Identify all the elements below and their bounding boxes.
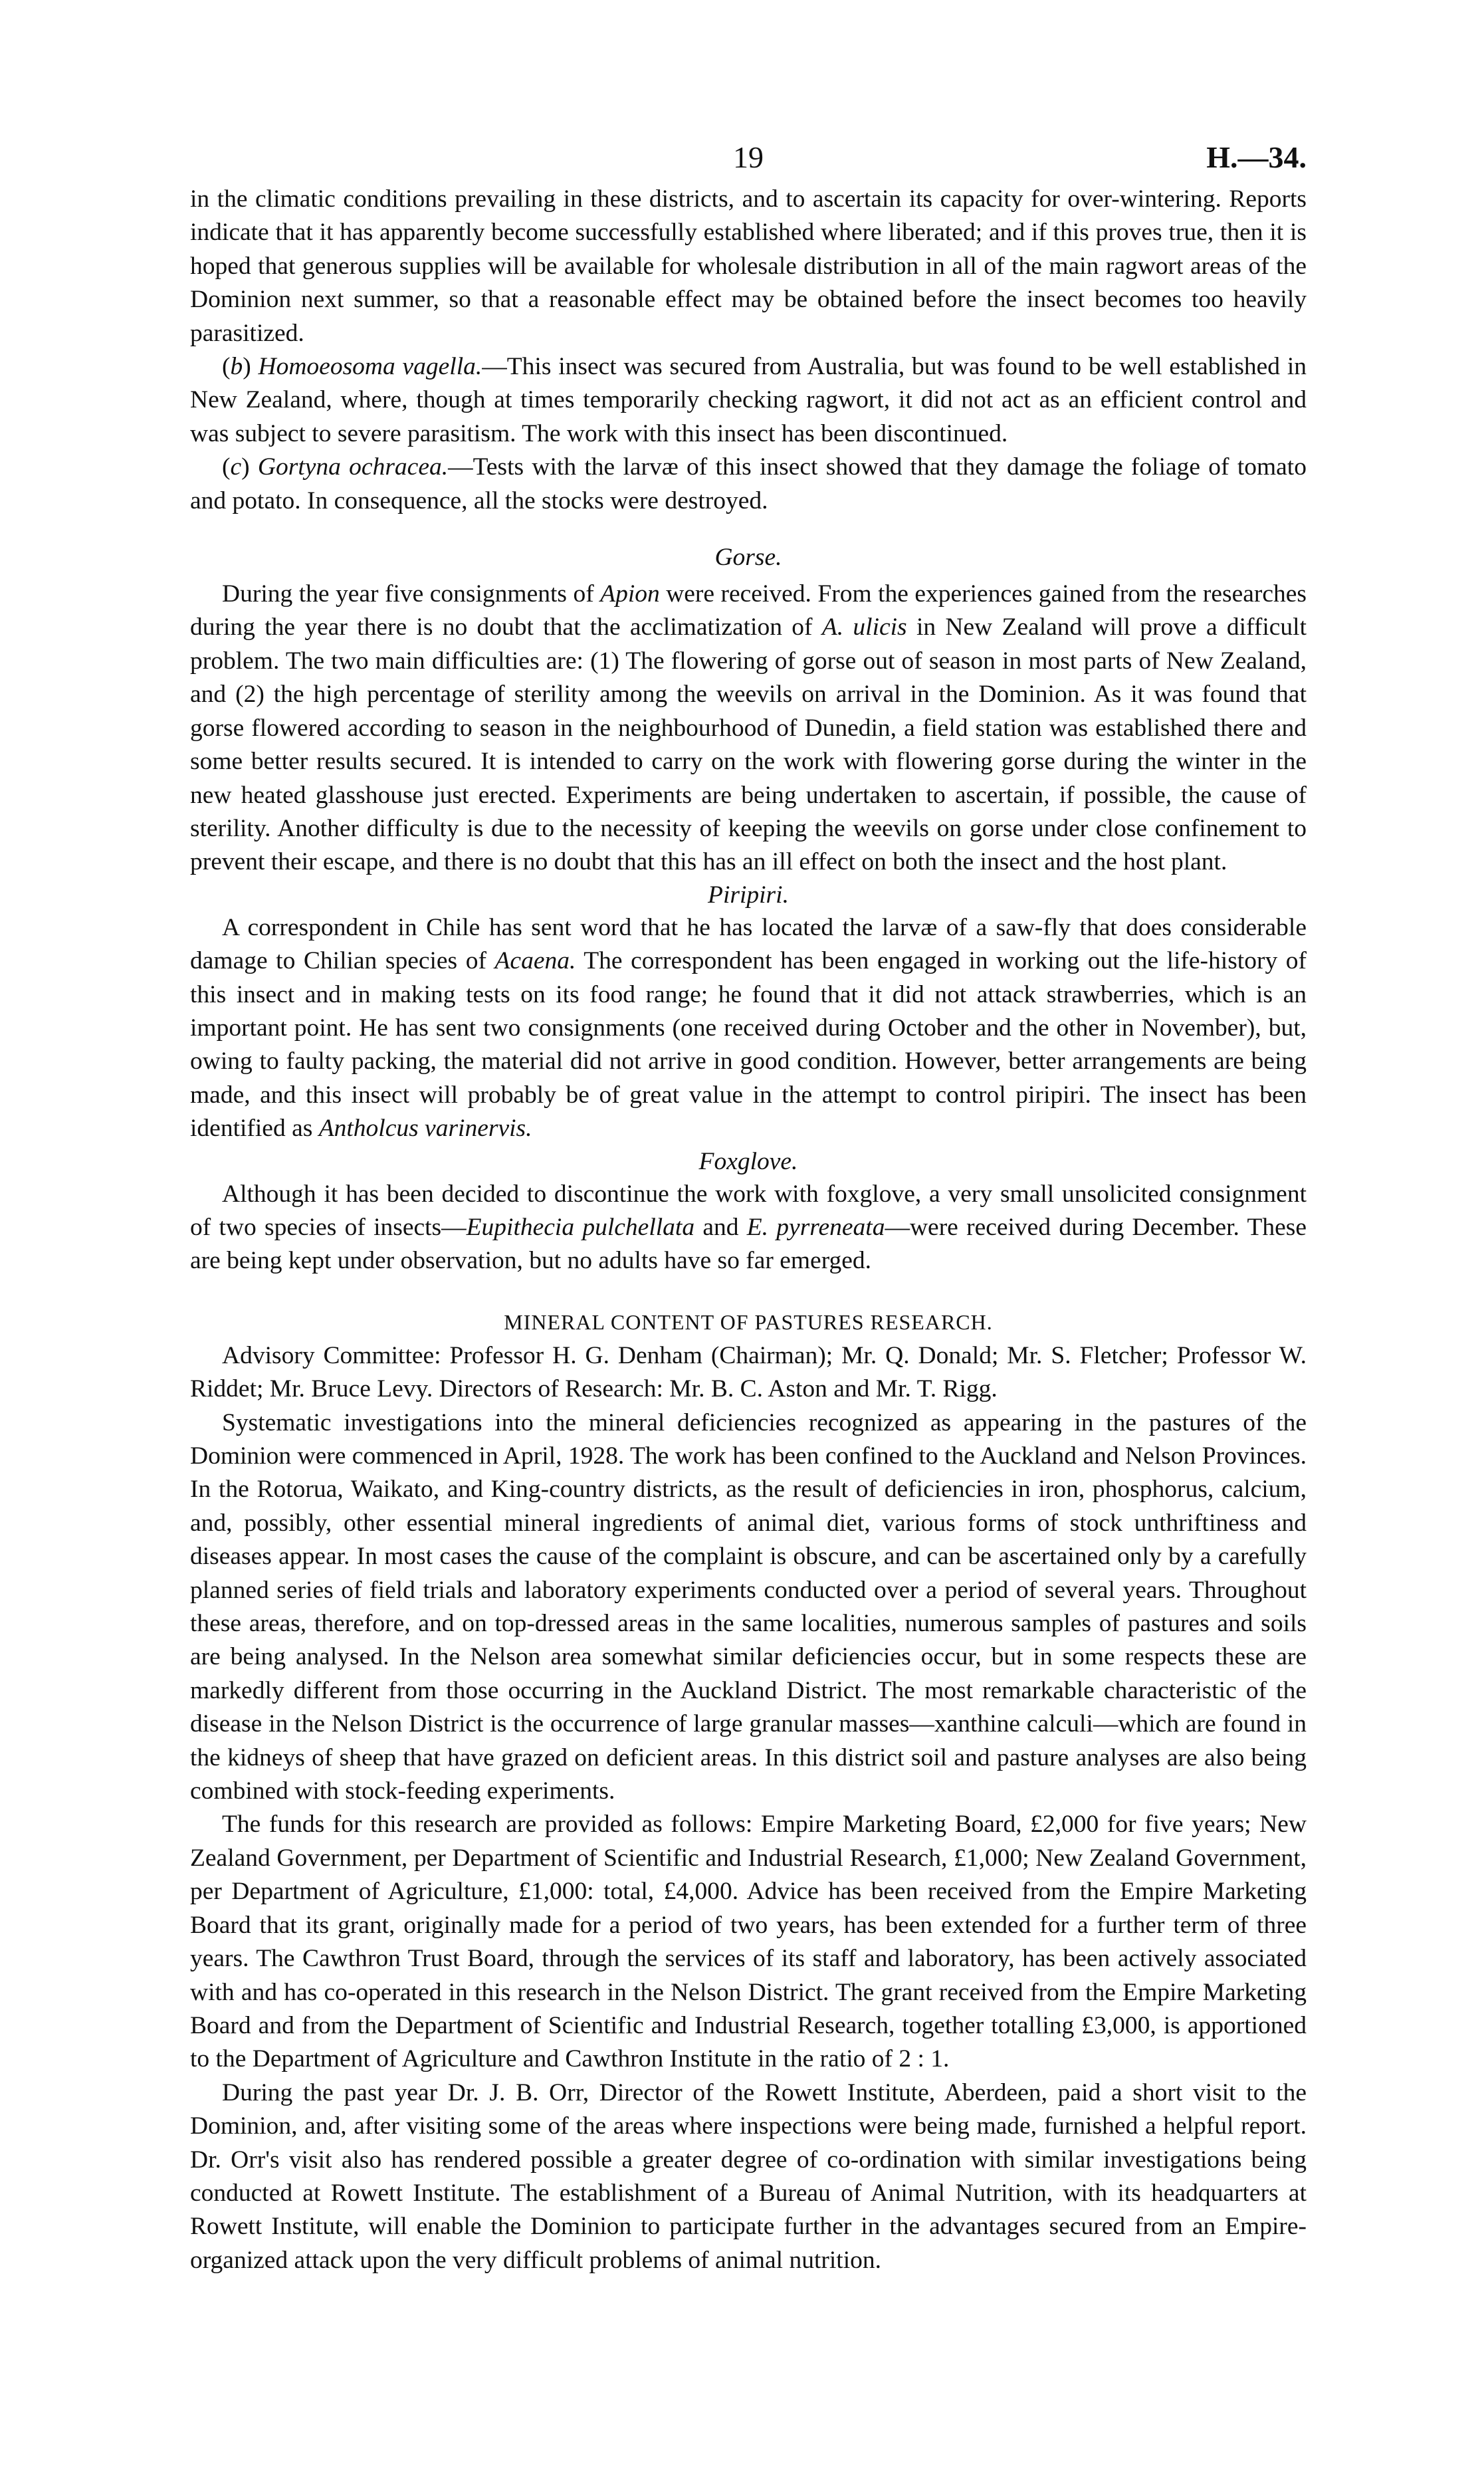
text-run: ( <box>222 453 231 481</box>
text-run: in New Zealand will prove a difficult problem. The two main difficulties are: (1) The flowering of gorse out of season in most parts of New Zealand, and (2) the high percentage of sterility among the weevils on arrival in the Dominion. As it was found that gorse flowered according to season in the neighbourhood of Dunedin, a field station was established there and some better results secured. It is intended to carry on the work with flowering gorse during the winter in the new heated glasshouse just erected. Experiments are being undertaken to ascertain, if possible, the cause of sterility. Another difficulty is due to the necessity of keeping the weevils on gorse under close confinement to prevent their escape, and there is no doubt that this has an ill effect on both the insect and the host plant. <box>190 614 1307 876</box>
document-body <box>190 183 1307 2277</box>
text-run: ) <box>243 353 259 381</box>
paragraph <box>190 911 1307 1146</box>
paragraph <box>190 578 1307 879</box>
text-run: —This insect was secured from Australia, but was found to be well established in New Zealand, where, though at times temporarily checking ragwort, it did not act as an efficient control and was subject to severe parasitism. The work with this insect has been discontinued. <box>190 353 1307 447</box>
paragraph <box>190 451 1307 518</box>
text-run: During the past year Dr. J. B. Orr, Director of the Rowett Institute, Aberdeen, paid a short visit to the Dominion, and, after visiting some of the areas where inspections were being made, furnished a helpful report. Dr. Orr's visit also has rendered possible a greater degree of co-ordination with similar investigations being conducted at Rowett Institute. The establishment of a Bureau of Animal Nutrition, with its headquarters at Rowett Institute, will enable the Dominion to participate further in the advantages secured from an Empire-organized attack upon the very difficult problems of animal nutrition. <box>190 2078 1307 2274</box>
italic-text: b <box>230 353 243 381</box>
paragraph <box>190 1406 1307 1809</box>
italic-text: E. pyrreneata <box>746 1213 885 1241</box>
paragraph <box>190 1339 1307 1406</box>
text-run: A correspondent in Chile has sent word that he has located the larvæ of a saw-fly that does considerable damage to Chilian species of <box>190 913 1307 975</box>
italic-text: Gortyna ochracea. <box>257 453 449 481</box>
section-heading <box>190 1307 1307 1337</box>
text-run: Systematic investigations into the mineral deficiencies recognized as appearing in the pastures of the Dominion were commenced in April, 1928. The work has been confined to the Auckland and Nelson Provinces. In the Rotorua, Waikato, and King-country districts, as the result of deficiencies in iron, phosphorus, calcium, and, possibly, other essential mineral ingredients of animal diet, various forms of stock unthriftiness and diseases appear. In most cases the cause of the complaint is obscure, and can be ascertained only by a carefully planned series of field trials and laboratory experiments conducted over a period of several years. Throughout these areas, therefore, and on top-dressed areas in the same localities, numerous samples of pastures and soils are being analysed. In the Nelson area somewhat similar deficiencies occur, but in some respects these are markedly different from those occurring in the Auckland District. The most remarkable characteristic of the disease in the Nelson District is the occurrence of large granular masses—xanthine calculi—which are found in the kidneys of sheep that have grazed on deficient areas. In this district soil and pasture analyses are also being combined with stock-feeding experiments. <box>190 1408 1307 1805</box>
text-run: ( <box>222 353 231 381</box>
italic-text: A. ulicis <box>821 614 907 641</box>
section-subheading <box>190 1146 1307 1178</box>
text-run: During the year five consignments of <box>222 580 601 608</box>
paragraph <box>190 2076 1307 2277</box>
text-run: Foxglove. <box>698 1147 798 1175</box>
text-run: Although it has been decided to discontinue the work with foxglove, a very small unsolicited consignment of two species of insects— <box>190 1180 1307 1241</box>
paragraph <box>190 350 1307 451</box>
page-number: 19 <box>733 140 764 174</box>
italic-text: Homoeosoma vagella. <box>258 353 482 381</box>
paragraph <box>190 1808 1307 2076</box>
text-run: ) <box>241 453 258 481</box>
document-reference: H.—34. <box>1206 140 1307 174</box>
italic-text: Eupithecia pulchellata <box>466 1213 695 1241</box>
text-run: Advisory Committee: Professor H. G. Denham (Chairman); Mr. Q. Donald; Mr. S. Fletcher; Professor W. Riddet; Mr. Bruce Levy. Directors of Research: Mr. B. C. Aston and Mr. T. Rigg. <box>190 1341 1307 1403</box>
text-run: —Tests with the larvæ of this insect showed that they damage the foliage of tomato and potato. In consequence, all the stocks were destroyed. <box>190 453 1307 514</box>
text-run: Piripiri. <box>708 881 789 909</box>
italic-text: Apion <box>600 580 660 608</box>
paragraph <box>190 1178 1307 1278</box>
page-header <box>190 140 1307 179</box>
text-run: in the climatic conditions prevailing in these districts, and to ascertain its capacity for over-wintering. Reports indicate that it has apparently become successfully established where liberated; and if this proves true, then it is hoped that generous supplies will be available for wholesale distribution in all of the main ragwort areas of the Dominion next summer, so that a reasonable effect may be obtained before the insect becomes too heavily parasitized. <box>190 185 1307 347</box>
text-run: were received. From the experiences gained from the researches during the year there is no doubt that the acclimatization of <box>190 580 1307 641</box>
text-run: Gorse. <box>714 544 782 572</box>
italic-text: Antholcus varinervis. <box>318 1115 532 1143</box>
text-run: —were received during December. These are being kept under observation, but no adults have so far emerged. <box>190 1213 1307 1275</box>
paragraph <box>190 183 1307 350</box>
text-run: The funds for this research are provided as follows: Empire Marketing Board, £2,000 for five years; New Zealand Government, per Department of Scientific and Industrial Research, £1,000; New Zealand Government, per Department of Agriculture, £1,000: total, £4,000. Advice has been received from the Empire Marketing Board that its grant, originally made for a period of two years, has been extended for a further term of three years. The Cawthron Trust Board, through the services of its staff and laboratory, has been actively associated with and has co-operated in this research in the Nelson District. The grant received from the Empire Marketing Board and from the Department of Scientific and Industrial Research, together totalling £3,000, is apportioned to the Department of Agriculture and Cawthron Institute in the ratio of 2 : 1. <box>190 1811 1307 2073</box>
text-run: MINERAL CONTENT OF PASTURES RESEARCH. <box>504 1309 993 1334</box>
text-run: The correspondent has been engaged in working out the life-history of this insect and in making tests on its food range; he found that it did not attack strawberries, which is an important point. He has sent two consignments (one received during October and the other in November), but, owing to faulty packing, the material did not arrive in good condition. However, better arrangements are being made, and this insect will probably be of great value in the attempt to control piripiri. The insect has been identified as <box>190 947 1307 1143</box>
section-subheading <box>190 879 1307 911</box>
italic-text: c <box>230 453 242 481</box>
text-run: and <box>694 1213 747 1241</box>
section-subheading <box>190 542 1307 574</box>
italic-text: Acaena. <box>494 947 576 975</box>
